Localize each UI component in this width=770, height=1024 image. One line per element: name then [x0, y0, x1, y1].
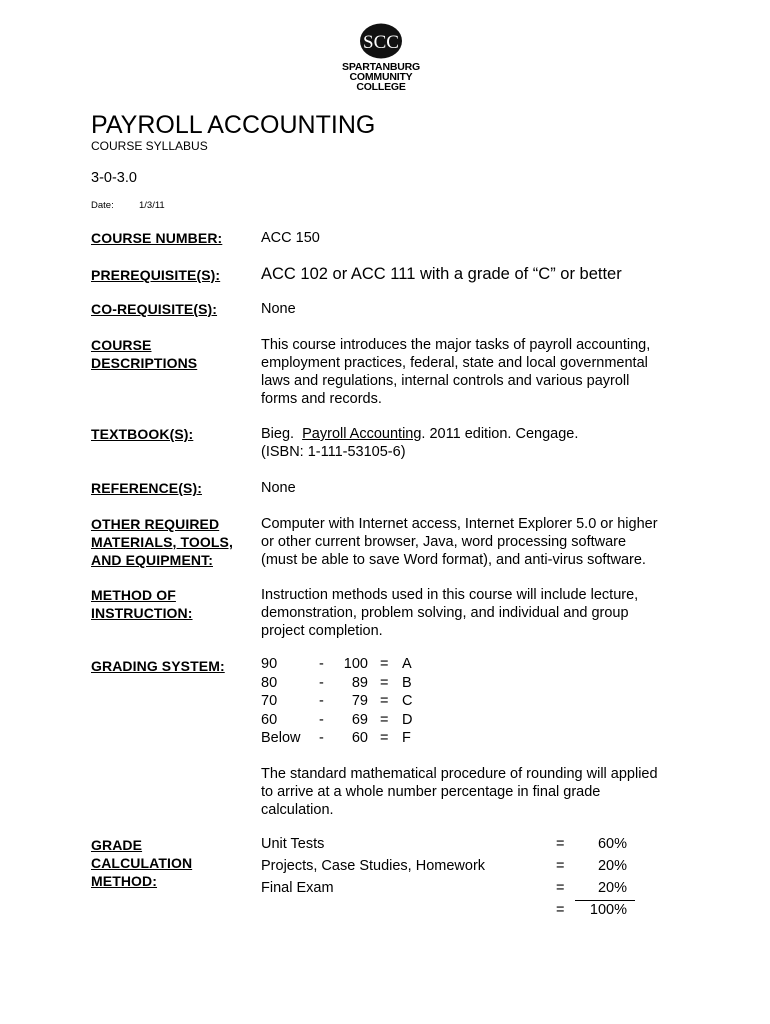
calc-equals: = — [556, 858, 565, 874]
instruction-label — [91, 586, 193, 622]
calc-percent: 20% — [597, 858, 627, 874]
grade-equals: = — [380, 656, 389, 672]
textbook-author: Bieg. — [261, 426, 295, 442]
grade-high: 69 — [351, 711, 368, 728]
date-label: Date: — [91, 200, 114, 211]
calc-row — [261, 836, 641, 858]
descriptions-label — [91, 336, 197, 372]
text-line: project completion. — [261, 623, 383, 639]
grade-low: 70 — [261, 693, 278, 709]
materials-text — [261, 515, 701, 569]
grade-low: 80 — [261, 674, 278, 691]
credit-hours: 3-0-3.0 — [91, 170, 137, 186]
grade-letter: D — [402, 711, 413, 728]
calc-total-row — [261, 902, 641, 924]
calc-item: Unit Tests — [261, 836, 325, 852]
corequisites-label: CO-REQUISITE(S): — [91, 301, 218, 317]
text-line: The standard mathematical procedure of rounding will applied — [261, 766, 658, 782]
calc-row — [261, 858, 641, 880]
logo-line: COLLEGE — [356, 81, 406, 93]
grade-letter: C — [402, 693, 413, 709]
materials-label — [91, 515, 233, 569]
calc-item: Final Exam — [261, 880, 334, 896]
grade-letter: F — [402, 730, 411, 746]
rounding-note — [261, 765, 701, 819]
text-line: demonstration, problem solving, and individual and group — [261, 605, 629, 621]
grade-dash: - — [319, 693, 324, 709]
prerequisites-value: ACC 102 or ACC 111 with a grade of “C” or better — [261, 265, 622, 283]
references-value: None — [261, 480, 296, 496]
label-line: CALCULATION — [91, 855, 193, 871]
label-line: METHOD OF — [91, 587, 176, 603]
textbook-title: Payroll Accounting — [302, 426, 422, 442]
grade-high: 79 — [351, 693, 368, 709]
label-line: COURSE — [91, 337, 152, 353]
calculation-label — [91, 836, 192, 890]
grade-dash: - — [319, 674, 324, 691]
label-line: GRADE — [91, 837, 143, 853]
grade-equals: = — [380, 730, 389, 746]
text-line: Computer with Internet access, Internet Explorer 5.0 or higher — [261, 516, 658, 532]
logo-line: COMMUNITY — [349, 71, 413, 83]
calc-equals: = — [556, 836, 565, 852]
grade-calculation-table — [261, 836, 641, 924]
label-line: INSTRUCTION: — [91, 605, 193, 621]
textbooks-label: TEXTBOOK(S): — [91, 426, 194, 442]
grade-equals: = — [380, 693, 389, 709]
textbooks-value — [261, 425, 701, 461]
grade-low: 90 — [261, 656, 278, 672]
course-number-value: ACC 150 — [261, 230, 320, 246]
grade-equals: = — [380, 711, 389, 728]
textbook-line — [261, 425, 701, 443]
course-number-label: COURSE NUMBER: — [91, 230, 223, 246]
grade-dash: - — [319, 656, 324, 672]
logo-line: SPARTANBURG — [342, 61, 420, 73]
page-title: PAYROLL ACCOUNTING — [91, 111, 376, 139]
calc-item: Projects, Case Studies, Homework — [261, 858, 486, 874]
total-divider — [575, 900, 635, 901]
label-line: DESCRIPTIONS — [91, 355, 198, 371]
text-line: (must be able to save Word format), and anti-virus software. — [261, 552, 646, 568]
calc-equals: = — [556, 880, 565, 896]
grade-equals: = — [380, 674, 389, 691]
label-line: METHOD: — [91, 873, 158, 889]
instruction-text — [261, 586, 701, 640]
grading-label: GRADING SYSTEM: — [91, 658, 225, 674]
textbook-isbn: (ISBN: 1-111-53105-6) — [261, 444, 406, 460]
label-line: AND EQUIPMENT: — [91, 552, 213, 568]
calc-percent: 20% — [597, 880, 627, 896]
grade-high: 89 — [351, 674, 368, 691]
calc-row — [261, 880, 641, 902]
grade-dash: - — [319, 730, 324, 746]
grade-low: 60 — [261, 711, 278, 728]
references-label: REFERENCE(S): — [91, 480, 202, 496]
label-line: MATERIALS, TOOLS, — [91, 534, 233, 550]
calc-equals: = — [556, 902, 565, 918]
scc-seal-icon — [358, 22, 404, 60]
calc-percent: 60% — [597, 836, 627, 852]
text-line: or other current browser, Java, word processing software — [261, 534, 627, 550]
grade-dash: - — [319, 711, 324, 728]
grade-low: Below — [261, 730, 301, 746]
text-line: employment practices, federal, state and local governmental — [261, 355, 648, 371]
grade-letter: A — [402, 656, 412, 672]
label-line: OTHER REQUIRED — [91, 516, 220, 532]
text-line: This course introduces the major tasks of payroll accounting, — [261, 337, 651, 353]
text-line: Instruction methods used in this course will include lecture, — [261, 587, 639, 603]
calc-total-percent: 100% — [589, 902, 627, 918]
grade-high: 100 — [343, 656, 368, 672]
grade-letter: B — [402, 674, 412, 691]
textbook-edition: . 2011 edition. Cengage. — [421, 426, 579, 442]
text-line: calculation. — [261, 802, 334, 818]
date-value: 1/3/11 — [139, 200, 165, 211]
date-row — [91, 200, 165, 211]
text-line: forms and records. — [261, 391, 382, 407]
corequisites-value: None — [261, 301, 296, 317]
prerequisites-label: PREREQUISITE(S): — [91, 267, 221, 283]
logo-text — [340, 62, 422, 92]
text-line: laws and regulations, internal controls and various payroll — [261, 373, 630, 389]
svg-text:SCC: SCC — [363, 32, 399, 53]
college-logo — [340, 22, 422, 92]
text-line: to arrive at a whole number percentage in final grade — [261, 784, 601, 800]
page-subtitle: COURSE SYLLABUS — [91, 139, 208, 153]
descriptions-text — [261, 336, 701, 408]
grade-high: 60 — [351, 730, 368, 746]
